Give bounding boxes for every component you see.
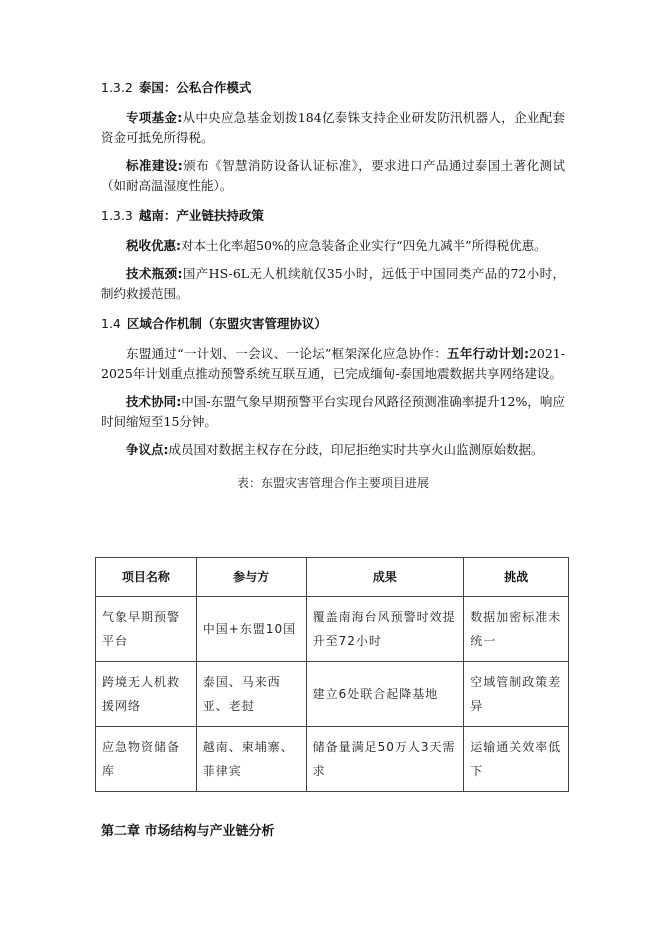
paragraph-tech-bottleneck: 技术瓶颈:国产HS-6L无人机续航仅35小时，远低于中国同类产品的72小时，制约救援范围。 <box>101 266 566 301</box>
cell-participants: 中国+东盟10国 <box>196 597 306 662</box>
section-1-4-heading: 1.4 区域合作机制（东盟灾害管理协议） <box>101 316 327 331</box>
cell-challenges: 数据加密标准未统一 <box>464 597 569 662</box>
header-challenges: 挑战 <box>464 558 569 597</box>
cell-participants: 泰国、马来西亚、老挝 <box>196 662 306 727</box>
paragraph-dispute: 争议点:成员国对数据主权存在分歧，印尼拒绝实时共享火山监测原始数据。 <box>126 442 544 457</box>
table-row <box>96 597 569 662</box>
header-project-name: 项目名称 <box>96 558 197 597</box>
cell-project-name: 气象早期预警平台 <box>96 597 197 662</box>
chapter-2-heading: 第二章 市场结构与产业链分析 <box>101 824 275 839</box>
main-content <box>101 78 565 500</box>
header-participants: 参与方 <box>196 558 306 597</box>
cell-project-name: 应急物资储备库 <box>96 727 197 792</box>
paragraph-special-fund: 专项基金:从中央应急基金划拨184亿泰铢支持企业研发防汛机器人，企业配套资金可抵免所得税。 <box>101 110 565 145</box>
cell-challenges: 空域管制政策差异 <box>464 662 569 727</box>
paragraph-tech-collaboration: 技术协同:中国-东盟气象早期预警平台实现台风路径预测准确率提升12%，响应时间缩短至15分钟。 <box>101 394 565 429</box>
paragraph-asean-framework: 东盟通过“一计划、一会议、一论坛”框架深化应急协作：五年行动计划:2021-2025年计划重点推动预警系统互联互通，已完成缅甸-泰国地震数据共享网络建设。 <box>101 346 565 381</box>
cell-results: 建立6处联合起降基地 <box>306 662 464 727</box>
section-1-3-2-heading: 1.3.2 泰国：公私合作模式 <box>101 80 252 95</box>
paragraph-standard-building: 标准建设:颁布《智慧消防设备认证标准》，要求进口产品通过泰国土著化测试（如耐高温湿度性能）。 <box>101 158 565 193</box>
table-header-row <box>96 558 569 597</box>
cell-challenges: 运输通关效率低下 <box>464 727 569 792</box>
header-results: 成果 <box>306 558 464 597</box>
table-row <box>96 727 569 792</box>
table-row <box>96 662 569 727</box>
paragraph-tax-incentive: 税收优惠:对本土化率超50%的应急装备企业实行“四免九减半”所得税优惠。 <box>126 238 547 253</box>
cell-results: 覆盖南海台风预警时效提升至72小时 <box>306 597 464 662</box>
asean-projects-table <box>95 557 569 792</box>
section-1-3-3-heading: 1.3.3 越南：产业链扶持政策 <box>101 208 264 223</box>
cell-project-name: 跨境无人机救援网络 <box>96 662 197 727</box>
cell-results: 储备量满足50万人3天需求 <box>306 727 464 792</box>
cell-participants: 越南、柬埔寨、菲律宾 <box>196 727 306 792</box>
table-caption: 表：东盟灾害管理合作主要项目进展 <box>236 476 429 490</box>
